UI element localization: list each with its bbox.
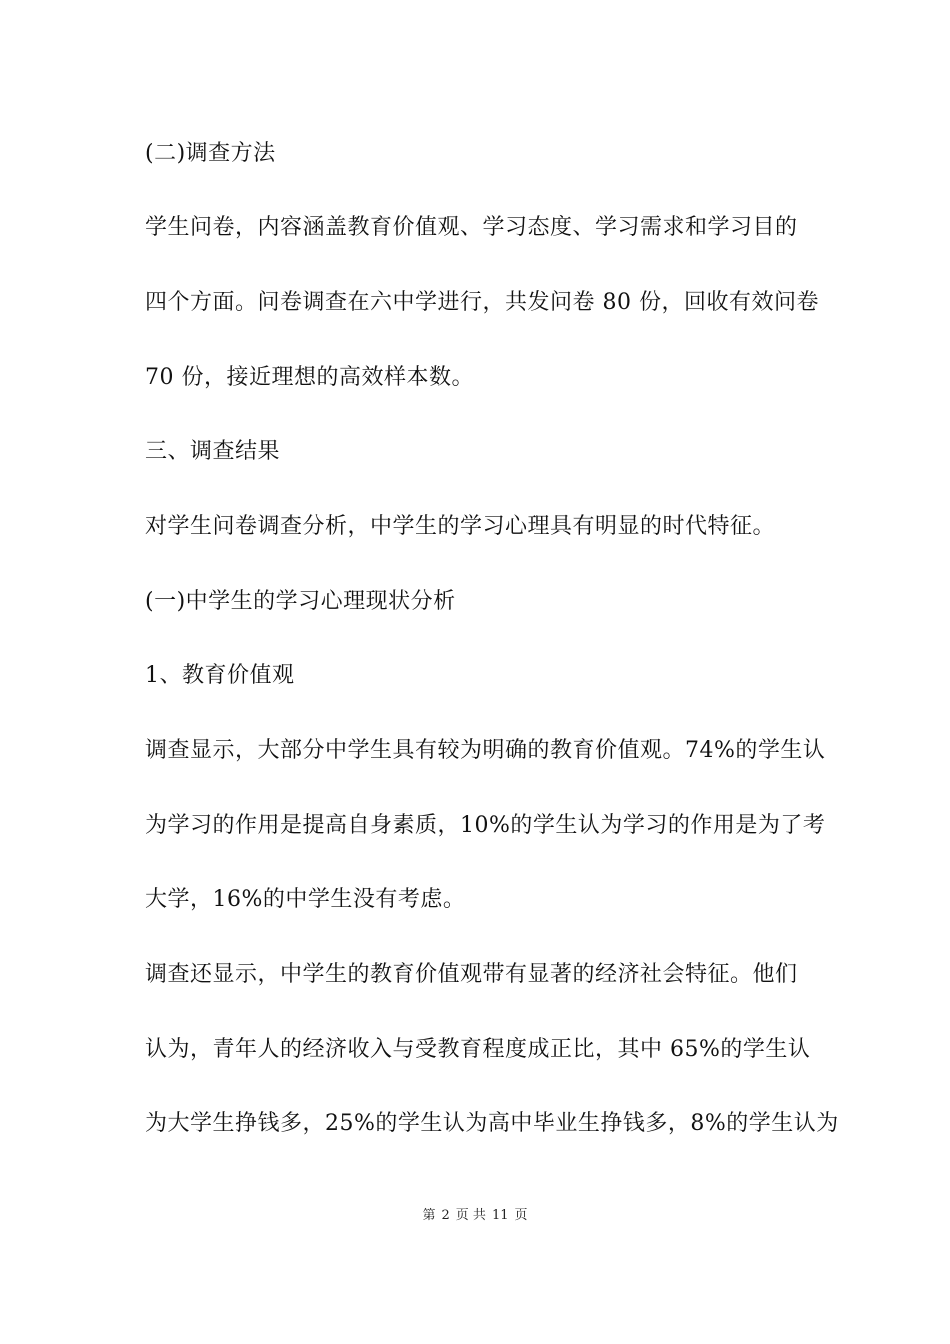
paragraph-line: 调查显示，大部分中学生具有较为明确的教育价值观。74%的学生认 — [145, 738, 826, 763]
section-heading-survey-method: (二)调查方法 — [145, 141, 276, 166]
subsection-heading-status-analysis: (一)中学生的学习心理现状分析 — [145, 589, 456, 614]
paragraph-line: 对学生问卷调查分析，中学生的学习心理具有明显的时代特征。 — [145, 514, 776, 539]
section-heading-results: 三、调查结果 — [145, 439, 281, 464]
paragraph-line: 认为，青年人的经济收入与受教育程度成正比，其中 65%的学生认 — [145, 1037, 811, 1062]
paragraph-line: 调查还显示，中学生的教育价值观带有显著的经济社会特征。他们 — [145, 962, 798, 987]
paragraph-line: 四个方面。问卷调查在六中学进行，共发问卷 80 份，回收有效问卷 — [145, 290, 819, 315]
paragraph-line: 学生问卷，内容涵盖教育价值观、学习态度、学习需求和学习目的 — [145, 215, 798, 240]
paragraph-line: 大学，16%的中学生没有考虑。 — [145, 887, 466, 912]
paragraph-line: 70 份，接近理想的高效样本数。 — [145, 365, 474, 390]
footer-current-page: 2 — [441, 1208, 450, 1223]
footer-total-pages: 11 — [491, 1208, 509, 1223]
footer-prefix: 第 — [422, 1208, 436, 1223]
subsection-heading-education-values: 1、教育价值观 — [145, 663, 295, 688]
page-number-footer — [0, 1207, 950, 1225]
footer-middle: 页 共 — [455, 1208, 486, 1223]
paragraph-line: 为大学生挣钱多，25%的学生认为高中毕业生挣钱多，8%的学生认为 — [145, 1111, 839, 1136]
paragraph-line: 为学习的作用是提高自身素质，10%的学生认为学习的作用是为了考 — [145, 813, 826, 838]
footer-suffix: 页 — [514, 1208, 528, 1223]
